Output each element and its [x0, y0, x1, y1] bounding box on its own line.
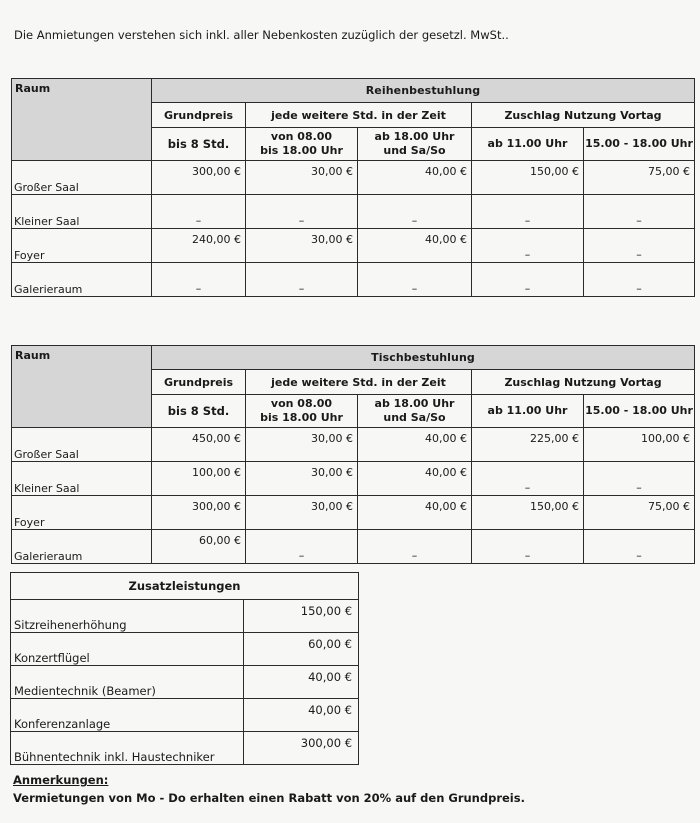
ab11-header: ab 11.00 Uhr — [472, 128, 584, 161]
jede-weitere-header: jede weitere Std. in der Zeit — [246, 370, 472, 395]
notes-text: Vermietungen von Mo - Do erhalten einen Rabatt von 20% auf den Grundpreis. — [13, 791, 525, 805]
table-row: Galerieraum – – – – – — [12, 263, 695, 297]
table-row: Foyer 300,00 € 30,00 € 40,00 € 150,00 € 75,00 € — [12, 496, 695, 530]
ab11-header: ab 11.00 Uhr — [472, 395, 584, 428]
list-item: Konferenzanlage 40,00 € — [11, 699, 359, 732]
range15-header: 15.00 - 18.00 Uhr — [584, 395, 695, 428]
zuschlag-header: Zuschlag Nutzung Vortag — [472, 370, 695, 395]
list-item: Medientechnik (Beamer) 40,00 € — [11, 666, 359, 699]
zusatz-title: Zusatzleistungen — [11, 573, 359, 600]
bis8-header: bis 8 Std. — [152, 128, 246, 161]
raum-header: Raum — [12, 79, 152, 161]
von08-header: von 08.00 bis 18.00 Uhr — [246, 395, 358, 428]
table-title: Reihenbestuhlung — [152, 79, 695, 103]
jede-weitere-header: jede weitere Std. in der Zeit — [246, 103, 472, 128]
tischbestuhlung-table — [11, 345, 695, 564]
grundpreis-header: Grundpreis — [152, 370, 246, 395]
ab18-header: ab 18.00 Uhr und Sa/So — [358, 128, 472, 161]
bis8-header: bis 8 Std. — [152, 395, 246, 428]
zuschlag-header: Zuschlag Nutzung Vortag — [472, 103, 695, 128]
table-row: Galerieraum 60,00 € – – – – — [12, 530, 695, 564]
list-item: Sitzreihenerhöhung 150,00 € — [11, 600, 359, 633]
zusatzleistungen-table — [10, 572, 359, 765]
notes-heading: Anmerkungen: — [13, 773, 109, 787]
table-title: Tischbestuhlung — [152, 346, 695, 370]
ab18-header: ab 18.00 Uhr und Sa/So — [358, 395, 472, 428]
table-row: Großer Saal 300,00 € 30,00 € 40,00 € 150,00 € 75,00 € — [12, 161, 695, 195]
raum-header: Raum — [12, 346, 152, 428]
table-row: Kleiner Saal 100,00 € 30,00 € 40,00 € – – — [12, 462, 695, 496]
von08-header: von 08.00 bis 18.00 Uhr — [246, 128, 358, 161]
table-row: Großer Saal 450,00 € 30,00 € 40,00 € 225,00 € 100,00 € — [12, 428, 695, 462]
table-row: Foyer 240,00 € 30,00 € 40,00 € – – — [12, 229, 695, 263]
list-item: Bühnentechnik inkl. Haustechniker 300,00 € — [11, 732, 359, 765]
list-item: Konzertflügel 60,00 € — [11, 633, 359, 666]
table-row: Kleiner Saal – – – – – — [12, 195, 695, 229]
range15-header: 15.00 - 18.00 Uhr — [584, 128, 695, 161]
reihenbestuhlung-table — [11, 78, 695, 297]
intro-text: Die Anmietungen verstehen sich inkl. aller Nebenkosten zuzüglich der gesetzl. MwSt.. — [14, 28, 509, 42]
grundpreis-header: Grundpreis — [152, 103, 246, 128]
